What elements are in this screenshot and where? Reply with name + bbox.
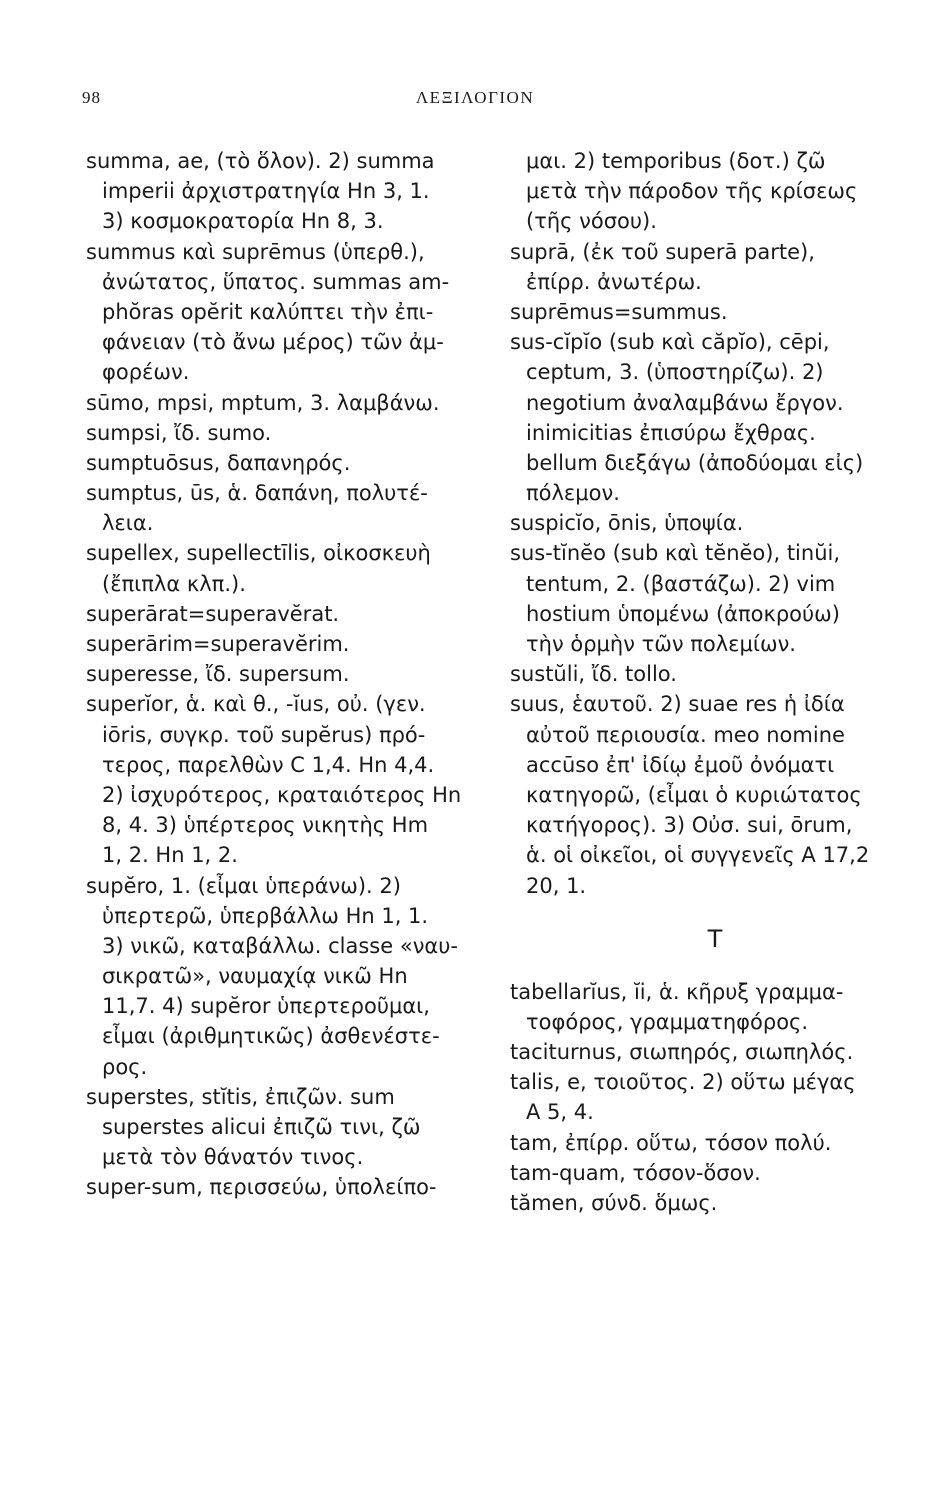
- entry-line: sumptus, ūs, ἁ. δαπάνη, πολυτέ-: [86, 481, 428, 506]
- entry-line: 2) ἰσχυρότερος, κραταιότερος Hn: [102, 782, 462, 807]
- left-column: [86, 146, 486, 1203]
- entry-line: superārim=superavĕrim.: [86, 632, 350, 656]
- entry-line: ρος.: [102, 1054, 148, 1079]
- entry-line: iōris, συγκρ. τοῦ supĕrus) πρό-: [102, 722, 426, 747]
- entry-line: tămen, σύνδ. ὅμως.: [510, 1191, 718, 1215]
- entry-line: accūso ἐπ' ἰδίῳ ἐμοῦ ὀνόματι: [526, 752, 835, 777]
- section-letter: T: [707, 924, 723, 953]
- entry-line: inimicitias ἐπισύρω ἔχθρας.: [526, 420, 816, 445]
- entry-line: ἐπίρρ. ἀνωτέρω.: [526, 269, 702, 294]
- entry-line: 3) νικῶ, καταβάλλω. classe «ναυ-: [102, 933, 458, 958]
- entry-line: sūmo, mpsi, mptum, 3. λαμβάνω.: [86, 390, 440, 415]
- entry-line: (τῆς νόσου).: [526, 209, 657, 234]
- entry-line: φάνειαν (τὸ ἄνω μέρος) τῶν ἀμ-: [102, 330, 444, 355]
- entry-line: suus, ἑαυτοῦ. 2) suae res ἡ ἰδία: [510, 692, 845, 717]
- entry-line: 8, 4. 3) ὑπέρτερος νικητὴς Hm: [102, 813, 429, 838]
- entry-line: ἀνώτατος, ὕπατος. summas am-: [102, 269, 450, 294]
- entry-line: negotium ἀναλαμβάνω ἔργον.: [526, 390, 844, 415]
- entry-line: 3) κοσμοκρατορία Hn 8, 3.: [102, 209, 384, 234]
- entry-line: tam-quam, τόσον-ὅσον.: [510, 1160, 761, 1185]
- entry-line: super-sum, περισσεύω, ὑπολείπο-: [86, 1175, 437, 1200]
- entry-line: sus-tĭnĕo (sub καὶ tĕnĕo), tinŭi,: [510, 541, 841, 566]
- entry-line: 20, 1.: [526, 873, 587, 898]
- entry-line: εἶμαι (ἀριθμητικῶς) ἀσθενέστε-: [102, 1024, 440, 1049]
- entry-line: μετὰ τὸν θάνατόν τινος.: [102, 1145, 364, 1170]
- entry-line: σικρατῶ», ναυμαχίᾳ νικῶ Hn: [102, 964, 408, 989]
- entry-line: ὑπερτερῶ, ὑπερβάλλω Hn 1, 1.: [102, 903, 429, 928]
- entry-line: (ἔπιπλα κλπ.).: [102, 571, 246, 596]
- running-title: ΛΕΞΙΛΟΓΙΟΝ: [415, 88, 535, 107]
- entry-line: suprēmus=summus.: [510, 299, 728, 324]
- entry-line: superstes alicui ἐπιζῶ τινι, ζῶ: [102, 1115, 421, 1139]
- entry-line: λεια.: [102, 511, 154, 536]
- entry-line: τὴν ὁρμὴν τῶν πολεμίων.: [526, 632, 796, 656]
- entry-line: 1, 2. Hn 1, 2.: [102, 843, 238, 868]
- entry-line: tam, ἐπίρρ. οὕτω, τόσον πολύ.: [510, 1130, 832, 1155]
- entry-line: suprā, (ἐκ τοῦ superā parte),: [510, 239, 815, 264]
- entry-line: hostium ὑπομένω (ἀποκρούω): [526, 601, 840, 626]
- right-column: [510, 146, 920, 1218]
- entry-line: summus καὶ suprēmus (ὑπερθ.),: [86, 239, 425, 264]
- entry-line: πόλεμον.: [526, 481, 620, 506]
- entry-line: supĕro, 1. (εἶμαι ὑπεράνω). 2): [86, 873, 401, 898]
- entry-line: tabellarĭus, ĭi, ἁ. κῆρυξ γραμμα-: [510, 979, 844, 1004]
- entry-line: sus-cĭpĭo (sub καὶ căpĭo), cēpi,: [510, 330, 830, 355]
- entry-line: τοφόρος, γραμματηφόρος.: [526, 1009, 809, 1034]
- entry-line: phŏras opĕrit καλύπτει τὴν ἐπι-: [102, 299, 434, 324]
- entry-line: φορέων.: [102, 360, 190, 385]
- entry-line: talis, e, τοιοῦτος. 2) οὕτω μέγας: [510, 1070, 856, 1095]
- entry-line: κατηγορῶ, (εἶμαι ὁ κυριώτατος: [526, 782, 862, 807]
- page-number: 98: [82, 88, 101, 107]
- entry-line: sumpsi, ἴδ. sumo.: [86, 420, 272, 445]
- entry-line: ἁ. οἱ οἰκεῖοι, οἱ συγγενεῖς A 17,2: [526, 843, 870, 868]
- entry-line: 11,7. 4) supĕror ὑπερτεροῦμαι,: [102, 994, 430, 1019]
- entry-line: A 5, 4.: [526, 1100, 594, 1125]
- entry-line: αὐτοῦ περιουσία. meo nomine: [526, 722, 845, 747]
- entry-line: μετὰ τὴν πάροδον τῆς κρίσεως: [526, 179, 858, 204]
- entry-line: μαι. 2) temporibus (δοτ.) ζῶ: [526, 149, 826, 173]
- entry-line: imperii ἀρχιστρατηγία Hn 3, 1.: [102, 179, 430, 204]
- entry-line: summa, ae, (τὸ ὅλον). 2) summa: [86, 149, 435, 173]
- entry-line: superārat=superavĕrat.: [86, 601, 340, 626]
- entry-line: sustŭli, ἴδ. tollo.: [510, 662, 677, 687]
- entry-line: superstes, stĭtis, ἐπιζῶν. sum: [86, 1084, 395, 1109]
- entry-line: sumptuōsus, δαπανηρός.: [86, 450, 351, 475]
- entry-line: suspicĭo, ōnis, ὑποψία.: [510, 511, 744, 536]
- entry-line: bellum διεξάγω (ἀποδύομαι εἰς): [526, 450, 864, 475]
- entry-line: superĭor, ἁ. καὶ θ., -ĭus, οὐ. (γεν.: [86, 692, 426, 717]
- entry-line: supellex, supellectīlis, οἰκοσκευὴ: [86, 541, 431, 566]
- entry-line: superesse, ἴδ. supersum.: [86, 662, 350, 687]
- entry-line: τερος, παρελθὼν C 1,4. Hn 4,4.: [102, 752, 435, 777]
- page-header: [0, 88, 950, 118]
- entry-line: taciturnus, σιωπηρός, σιωπηλός.: [510, 1040, 854, 1065]
- entry-line: κατήγορος). 3) Οὐσ. sui, ōrum,: [526, 813, 853, 838]
- entry-line: ceptum, 3. (ὑποστηρίζω). 2): [526, 360, 824, 385]
- entry-line: tentum, 2. (βαστάζω). 2) vim: [526, 571, 836, 596]
